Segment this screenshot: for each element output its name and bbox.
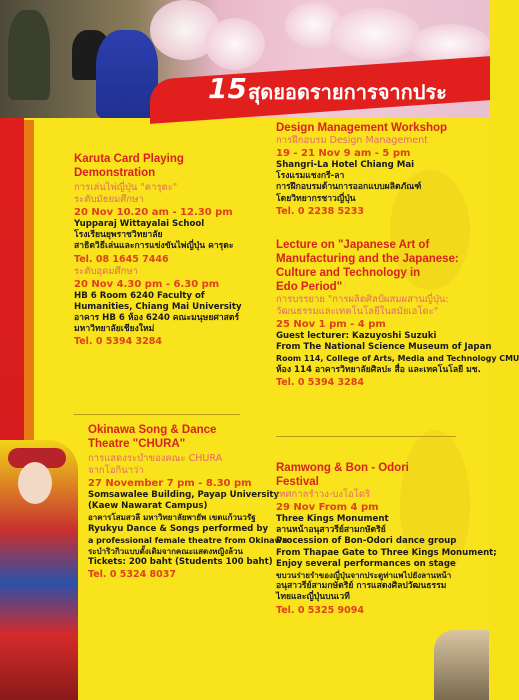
event-venue: Shangri-La Hotel Chiang Mai bbox=[276, 160, 415, 170]
event-venue: HB 6 Room 6240 Faculty of bbox=[74, 290, 205, 301]
event-description: Ryukyu Dance & Songs performed by bbox=[88, 523, 269, 534]
event-affiliation: From The National Science Museum of Japan bbox=[276, 342, 492, 353]
event-title: Karuta Card Playing bbox=[74, 153, 184, 165]
event-venue: Room 114, College of Arts, Media and Technology CMU bbox=[276, 354, 519, 364]
event-title: Okinawa Song & Dance bbox=[88, 424, 217, 436]
event-title: Festival bbox=[276, 476, 319, 488]
event-date: 20 Nov 10.20 am - 12.30 pm bbox=[74, 207, 233, 218]
event-phone: Tel. 0 2238 5233 bbox=[276, 205, 364, 217]
event-description-thai: อนุสาวรีย์สามกษัตริย์ การแสดงศิลปวัฒนธรรม bbox=[276, 581, 447, 592]
event-okinawa-chura bbox=[88, 423, 287, 581]
event-venue-thai: อาคาร HB 6 ห้อง 6240 คณะมนุษยศาสตร์ bbox=[74, 313, 240, 324]
dancer-face bbox=[18, 462, 52, 504]
event-thai-title: การบรรยาย "การผลิตศิลป์ผสมผสานญี่ปุ่น: bbox=[276, 294, 449, 305]
event-date: 27 November 7 pm - 8.30 pm bbox=[88, 478, 252, 489]
event-thai-title: การแสดงระบำของคณะ CHURA bbox=[88, 453, 223, 464]
event-karuta bbox=[74, 152, 242, 348]
event-venue-thai: อาคารโสมสวลี มหาวิทยาลัยพายัพ เขตแก้วนวรัฐ bbox=[88, 513, 256, 523]
event-venue: Three Kings Monument bbox=[276, 514, 389, 524]
seated-player-figure bbox=[8, 10, 50, 100]
page-title: สุดยอดรายการจากประ bbox=[248, 80, 447, 104]
event-venue: (Kaew Nawarat Campus) bbox=[88, 501, 208, 512]
event-venue-thai: มหาวิทยาลัยเชียงใหม่ bbox=[74, 324, 155, 335]
event-tickets: Tickets: 200 baht (Students 100 baht) bbox=[88, 557, 273, 568]
event-title: Demonstration bbox=[74, 167, 156, 179]
section-divider bbox=[74, 414, 240, 415]
event-venue-thai: โรงแรมแชงกรี-ลา bbox=[276, 171, 345, 182]
event-title: Theatre "CHURA" bbox=[88, 438, 186, 450]
event-description: From Thapae Gate to Three Kings Monument; bbox=[276, 547, 497, 558]
event-title: Edo Period" bbox=[276, 281, 343, 293]
event-venue: Somsawalee Building, Payap University bbox=[88, 490, 280, 500]
event-title: Culture and Technology in bbox=[276, 267, 421, 279]
event-date: 25 Nov 1 pm - 4 pm bbox=[276, 319, 386, 330]
section-divider bbox=[276, 436, 456, 437]
title-number: 15 bbox=[208, 72, 247, 105]
event-description: a professional female theatre from Okinawa bbox=[88, 535, 288, 545]
event-venue-thai: โรงเรียนยุพราชวิทยาลัย bbox=[74, 230, 163, 241]
event-venue: Humanities, Chiang Mai University bbox=[74, 301, 242, 312]
event-thai-title: การเล่นไพ่ญี่ปุ่น "คารุตะ" bbox=[74, 182, 178, 193]
event-description: Procession of Bon-Odori dance group bbox=[276, 536, 457, 547]
decorative-statue bbox=[434, 630, 489, 700]
event-title: Lecture on "Japanese Art of bbox=[276, 239, 430, 251]
event-design-workshop bbox=[276, 121, 447, 218]
event-phone: Tel. 0 5394 3284 bbox=[74, 336, 162, 348]
event-description-thai: ไทยและญี่ปุ่นบนเวที bbox=[276, 592, 350, 603]
event-venue-thai: ห้อง 114 อาคารวิทยาลัยศิลปะ สื่อ และเทคโนโลยี มช. bbox=[276, 364, 481, 375]
event-description-thai: ขบวนร่ายรำของญี่ปุ่นจากประตูท่าแพไปยังลานหน้า bbox=[276, 571, 452, 581]
kimono-player-figure bbox=[96, 30, 158, 118]
event-thai-title: การฝึกอบรม Design Management bbox=[276, 135, 429, 146]
event-title: Ramwong & Bon - Odori bbox=[276, 462, 409, 474]
event-venue-thai: ลานหน้าอนุสาวรีย์สามกษัตริย์ bbox=[276, 525, 386, 536]
event-ramwong-bon-odori bbox=[276, 461, 497, 617]
event-phone: Tel. 0 5325 9094 bbox=[276, 604, 364, 616]
event-venue: Yupparaj Wittayalai School bbox=[74, 219, 205, 229]
event-title: Manufacturing and the Japanese: bbox=[276, 253, 459, 265]
event-description: การฝึกอบรมด้านการออกแบบผลิตภัณฑ์ bbox=[276, 182, 422, 193]
event-date: 19 - 21 Nov 9 am - 5 pm bbox=[276, 148, 411, 159]
event-phone: Tel. 08 1645 7446 bbox=[74, 253, 169, 265]
event-phone: Tel. 0 5324 8037 bbox=[88, 569, 176, 581]
event-subtitle: ระดับมัธยมศึกษา bbox=[74, 194, 144, 205]
event-description: โดยวิทยากรชาวญี่ปุ่น bbox=[276, 193, 356, 204]
event-title: Design Management Workshop bbox=[276, 122, 448, 134]
event-thai-title: เทศกาลรำวง-บงโอโดริ bbox=[276, 489, 371, 500]
event-description-thai: ระบำริวกิวแบบดั้งเดิมจากคณะแสดงหญิงล้วน bbox=[88, 547, 243, 557]
event-description: Enjoy several performances on stage bbox=[276, 558, 456, 569]
event-description: สาธิตวิธีเล่นและการแข่งขันไพ่ญี่ปุ่น คารุตะ bbox=[74, 241, 234, 252]
event-thai-title: จากโอกินาว่า bbox=[88, 465, 144, 476]
event-thai-title: วัฒนธรรมและเทคโนโลยีในสมัยเอโดะ" bbox=[276, 306, 439, 317]
cherry-blossom-icon bbox=[330, 8, 420, 60]
event-lecture bbox=[276, 238, 519, 389]
event-date: 20 Nov 4.30 pm - 6.30 pm bbox=[74, 278, 220, 290]
event-date: 29 Nov From 4 pm bbox=[276, 502, 379, 513]
event-subtitle: ระดับอุดมศึกษา bbox=[74, 265, 138, 277]
event-lecturer: Guest lecturer: Kazuyoshi Suzuki bbox=[276, 331, 437, 341]
event-phone: Tel. 0 5394 3284 bbox=[276, 376, 364, 388]
cherry-blossom-icon bbox=[205, 18, 265, 70]
